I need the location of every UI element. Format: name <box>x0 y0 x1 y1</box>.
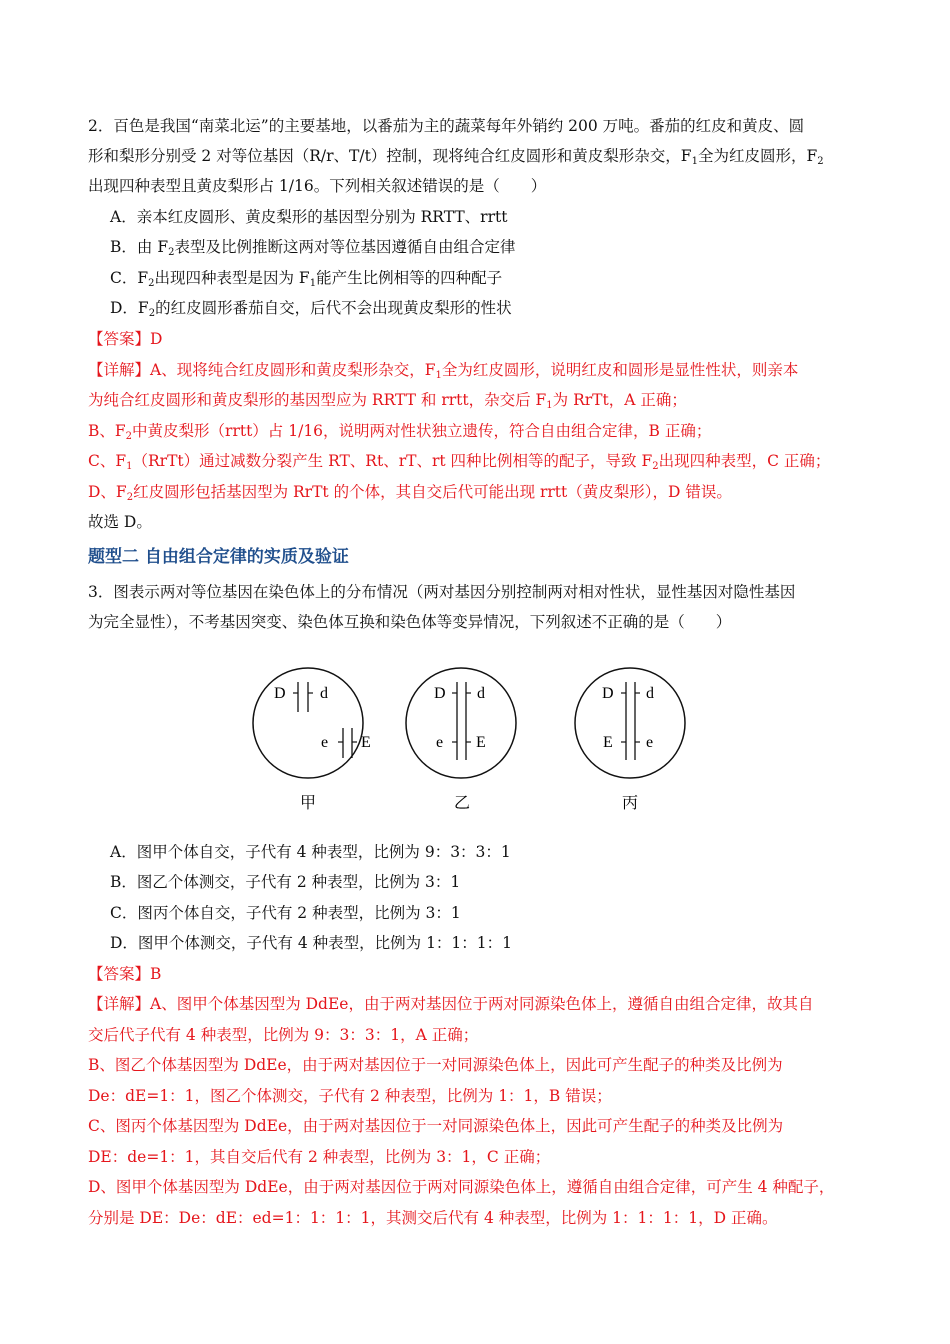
q2-option-d: D．$F_2$的红皮圆形番茄自交，后代不会出现黄皮梨形的性状 <box>110 299 512 319</box>
jia-top-left: D <box>274 685 286 702</box>
section-heading: 题型二 自由组合定律的实质及验证 <box>88 547 349 567</box>
yi-top-left: D <box>434 685 446 702</box>
q2-stem-line-2: 形和梨形分别受 2 对等位基因（R/r、T/t）控制，现将纯合红皮圆形和黄皮梨形杂交，$F_1$全为红皮圆形，$F_2$ <box>88 147 824 167</box>
q3-answer: 【答案】B <box>88 965 162 983</box>
yi-top-right: d <box>477 685 485 702</box>
jia-top-right: d <box>320 685 328 702</box>
q2-conclusion: 故选 D。 <box>88 513 152 531</box>
q3-option-a: A．图甲个体自交，子代有 4 种表型，比例为 9：3：3：1 <box>110 843 511 861</box>
q2-option-b: B．由 $F_2$表型及比例推断这两对等位基因遵循自由组合定律 <box>110 238 516 258</box>
q3-stem-line-1: 3．图表示两对等位基因在染色体上的分布情况（两对基因分别控制两对相对性状，显性基因对隐性基因 <box>88 583 796 601</box>
yi-caption: 乙 <box>454 795 471 812</box>
cell-yi <box>406 668 516 812</box>
jia-caption: 甲 <box>300 795 317 812</box>
q3-option-c: C．图丙个体自交，子代有 2 种表型，比例为 3：1 <box>110 904 461 922</box>
q2-answer: 【答案】D <box>88 330 163 348</box>
q3-stem-line-2: 为完全显性），不考基因突变、染色体互换和染色体等变异情况，下列叙述不正确的是（ ） <box>88 613 732 631</box>
cell-bing-wrapper <box>560 660 690 820</box>
q3-explanation-line-4: De：dE=1：1，图乙个体测交，子代有 2 种表型，比例为 1：1，B 错误； <box>88 1087 612 1105</box>
bing-caption: 丙 <box>622 795 639 812</box>
bing-bottom-right: e <box>646 734 654 751</box>
q3-explanation-line-5: C、图丙个体基因型为 DdEe，由于两对基因位于一对同源染色体上，因此可产生配子的种类及比例为 <box>88 1117 784 1135</box>
jia-bottom-left: e <box>321 734 329 751</box>
jia-bottom-right: E <box>361 734 371 751</box>
q2-stem-line-3: 出现四种表型且黄皮梨形占 1/16。下列相关叙述错误的是（ ） <box>88 177 547 195</box>
q3-explanation-line-6: DE：de=1：1，其自交后代有 2 种表型，比例为 3：1，C 正确； <box>88 1148 551 1166</box>
q2-explanation-line-5: D、$F_2$红皮圆形包括基因型为 RrTt 的个体，其自交后代可能出现 rrtt（黄皮梨形），D 错误。 <box>88 483 732 503</box>
yi-bottom-left: e <box>436 734 444 751</box>
bing-top-right: d <box>646 685 654 702</box>
q3-option-b: B．图乙个体测交，子代有 2 种表型，比例为 3：1 <box>110 873 461 891</box>
q3-explanation-line-8: 分别是 DE：De：dE：ed=1：1：1：1，其测交后代有 4 种表型，比例为 1：1：1：1，D 正确。 <box>88 1209 778 1227</box>
chromosome-diagram <box>250 660 570 820</box>
q2-option-c: C．$F_2$出现四种表型是因为 $F_1$能产生比例相等的四种配子 <box>110 269 503 289</box>
cell-jia <box>253 668 371 812</box>
yi-bottom-right: E <box>476 734 486 751</box>
q2-explanation-line-2: 为纯合红皮圆形和黄皮梨形的基因型应为 RRTT 和 rrtt，杂交后 $F_1$为 RrTt，A 正确； <box>88 391 687 411</box>
q2-explanation-line-3: B、$F_2$中黄皮梨形（rrtt）占 1/16，说明两对性状独立遗传，符合自由组合定律，B 正确； <box>88 422 712 442</box>
q3-explanation-line-2: 交后代子代有 4 种表型，比例为 9：3：3：1，A 正确； <box>88 1026 479 1044</box>
q2-stem-line-1: 2．百色是我国“南菜北运”的主要基地，以番茄为主的蔬菜每年外销约 200 万吨。番茄的红皮和黄皮、圆 <box>88 117 805 135</box>
q3-explanation-line-1: 【详解】A、图甲个体基因型为 DdEe，由于两对基因位于两对同源染色体上，遵循自由组合定律，故其自 <box>88 995 814 1013</box>
cell-bing <box>575 668 685 812</box>
bing-top-left: D <box>602 685 614 702</box>
q3-option-d: D．图甲个体测交，子代有 4 种表型，比例为 1：1：1：1 <box>110 934 513 952</box>
q2-explanation-line-1: 【详解】A、现将纯合红皮圆形和黄皮梨形杂交，$F_1$全为红皮圆形，说明红皮和圆形是显性性状，则亲本 <box>88 361 799 381</box>
q3-explanation-line-3: B、图乙个体基因型为 DdEe，由于两对基因位于一对同源染色体上，因此可产生配子的种类及比例为 <box>88 1056 783 1074</box>
q2-option-a: A．亲本红皮圆形、黄皮梨形的基因型分别为 RRTT、rrtt <box>110 208 508 226</box>
q3-explanation-line-7: D、图甲个体基因型为 DdEe，由于两对基因位于两对同源染色体上，遵循自由组合定律，可产生 4 种配子， <box>88 1178 835 1196</box>
bing-bottom-left: E <box>603 734 613 751</box>
q2-explanation-line-4: C、$F_1(RrTt)$通过减数分裂产生 RT、Rt、rT、rt 四种比例相等的配子，导致 $F_2$出现四种表型，C 正确； <box>88 452 831 472</box>
